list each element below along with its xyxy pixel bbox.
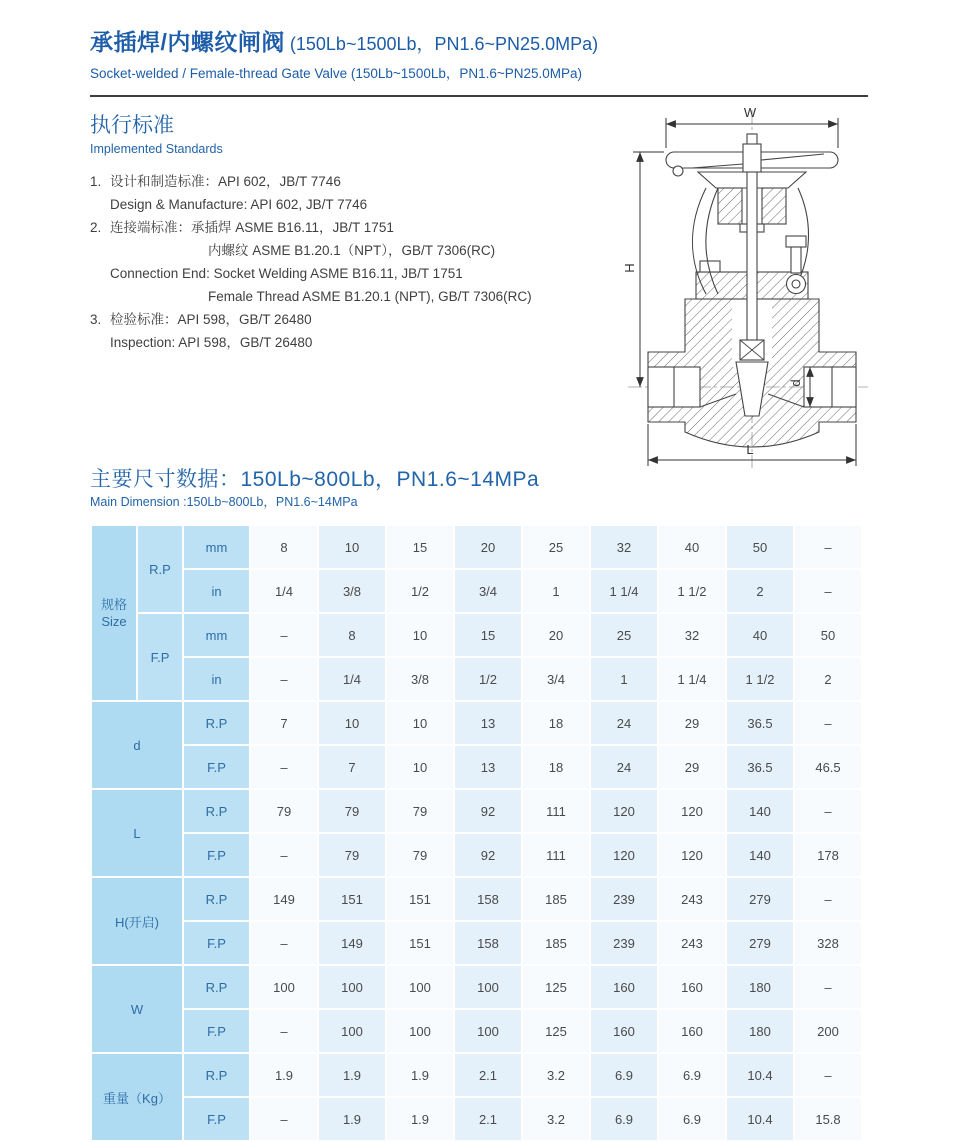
row-unit-label: mm [184, 526, 249, 568]
dimension-heading-cn: 主要尺寸数据：150Lb~800Lb，PN1.6~14MPa [90, 468, 540, 491]
table-data-cell: 1/4 [251, 570, 317, 612]
table-data-cell: 10 [319, 702, 385, 744]
table-data-cell: 3.2 [523, 1054, 589, 1096]
table-data-cell: 100 [455, 966, 521, 1008]
row-group-label: 重量（Kg） [92, 1054, 182, 1140]
table-data-cell: 185 [523, 878, 589, 920]
table-data-cell: – [251, 1098, 317, 1140]
page-title-range: (150Lb~1500Lb，PN1.6~PN25.0MPa) [284, 34, 599, 54]
table-data-cell: 120 [659, 834, 725, 876]
table-data-cell: 7 [251, 702, 317, 744]
table-data-cell: 1 1/4 [591, 570, 657, 612]
row-sub-label: F.P [184, 746, 249, 788]
table-data-cell: 111 [523, 790, 589, 832]
standard-number: 2. [90, 220, 102, 235]
table-data-cell: 3/8 [319, 570, 385, 612]
table-data-cell: 10 [387, 746, 453, 788]
row-sub-label: R.P [184, 878, 249, 920]
table-data-cell: 1/4 [319, 658, 385, 700]
dim-h-label: H [622, 263, 637, 273]
valve-drawing [600, 94, 868, 482]
table-data-cell: 92 [455, 834, 521, 876]
table-data-cell: – [251, 614, 317, 656]
page-title-block [90, 24, 870, 82]
table-data-cell: 15 [455, 614, 521, 656]
table-data-cell: 120 [591, 834, 657, 876]
table-data-cell: – [795, 790, 861, 832]
table-data-cell: 10.4 [727, 1098, 793, 1140]
table-data-cell: 279 [727, 922, 793, 964]
table-data-cell: – [251, 746, 317, 788]
table-data-cell: 160 [659, 1010, 725, 1052]
standard-number: 1. [90, 174, 102, 189]
row-sub-label: F.P [138, 614, 182, 700]
table-data-cell: – [795, 878, 861, 920]
table-data-cell: 178 [795, 834, 861, 876]
table-data-cell: 2 [727, 570, 793, 612]
table-data-cell: 1 [523, 570, 589, 612]
table-data-cell: 50 [727, 526, 793, 568]
table-data-cell: 36.5 [727, 746, 793, 788]
row-group-label-size [92, 526, 136, 700]
table-data-cell: 40 [727, 614, 793, 656]
row-group-label: d [92, 702, 182, 788]
standard-text: Female Thread ASME B1.20.1 (NPT), GB/T 7306(RC) [208, 289, 532, 304]
table-data-cell: 1 [591, 658, 657, 700]
row-sub-label: R.P [184, 966, 249, 1008]
row-unit-label: mm [184, 614, 249, 656]
table-data-cell: 15.8 [795, 1098, 861, 1140]
dim-w-label: W [743, 105, 757, 120]
table-data-cell: 1.9 [319, 1098, 385, 1140]
table-data-cell: 200 [795, 1010, 861, 1052]
standard-line [90, 216, 590, 239]
table-data-cell: 79 [319, 790, 385, 832]
table-data-cell: 6.9 [591, 1098, 657, 1140]
table-data-cell: 160 [659, 966, 725, 1008]
table-data-cell: 79 [387, 834, 453, 876]
standards-list [90, 170, 590, 354]
table-data-cell: 328 [795, 922, 861, 964]
table-data-cell: 18 [523, 702, 589, 744]
table-data-cell: 3/4 [455, 570, 521, 612]
standard-line [90, 308, 590, 331]
table-data-cell: 151 [387, 878, 453, 920]
table-data-cell: 151 [319, 878, 385, 920]
standard-line [90, 262, 590, 285]
table-data-cell: 100 [251, 966, 317, 1008]
table-data-cell: – [251, 834, 317, 876]
row-unit-label: in [184, 658, 249, 700]
table-data-cell: 6.9 [659, 1054, 725, 1096]
table-data-cell: 149 [251, 878, 317, 920]
table-data-cell: – [795, 570, 861, 612]
standard-line [90, 331, 590, 354]
standard-text: 内螺纹 ASME B1.20.1（NPT），GB/T 7306(RC) [208, 243, 496, 258]
table-data-cell: 100 [319, 1010, 385, 1052]
table-data-cell: – [251, 922, 317, 964]
table-data-cell: 29 [659, 746, 725, 788]
row-sub-label: R.P [184, 1054, 249, 1096]
standard-line [90, 239, 590, 262]
row-unit-label: in [184, 570, 249, 612]
table-data-cell: 10.4 [727, 1054, 793, 1096]
table-data-cell: 125 [523, 1010, 589, 1052]
table-data-cell: 79 [387, 790, 453, 832]
table-data-cell: 25 [523, 526, 589, 568]
table-data-cell: 100 [387, 1010, 453, 1052]
table-data-cell: – [795, 702, 861, 744]
table-data-cell: 149 [319, 922, 385, 964]
table-data-cell: 29 [659, 702, 725, 744]
size-label-cn: 规格 [100, 597, 127, 612]
standard-line [90, 170, 590, 193]
table-data-cell: 20 [455, 526, 521, 568]
table-data-cell: 140 [727, 790, 793, 832]
table-data-cell: 185 [523, 922, 589, 964]
table-data-cell: 3.2 [523, 1098, 589, 1140]
table-data-cell: 125 [523, 966, 589, 1008]
table-data-cell: 46.5 [795, 746, 861, 788]
page-title [90, 24, 870, 57]
page-subtitle: Socket-welded / Female-thread Gate Valve (150Lb~1500Lb，PN1.6~PN25.0MPa) [90, 66, 583, 81]
table-data-cell: 243 [659, 878, 725, 920]
table-data-cell: 239 [591, 922, 657, 964]
table-data-cell: 36.5 [727, 702, 793, 744]
dimension-table [90, 524, 863, 1142]
table-data-cell: 3/8 [387, 658, 453, 700]
table-data-cell: 13 [455, 746, 521, 788]
dimension-section-heading [90, 466, 790, 510]
table-data-cell: 158 [455, 922, 521, 964]
table-data-cell: 8 [319, 614, 385, 656]
table-data-cell: 2 [795, 658, 861, 700]
table-data-cell: 180 [727, 1010, 793, 1052]
row-sub-label: R.P [184, 702, 249, 744]
table-data-cell: 140 [727, 834, 793, 876]
row-sub-label: R.P [184, 790, 249, 832]
table-data-cell: 20 [523, 614, 589, 656]
table-data-cell: – [251, 1010, 317, 1052]
table-data-cell: 10 [319, 526, 385, 568]
table-data-cell: 25 [591, 614, 657, 656]
table-data-cell: 1 1/2 [659, 570, 725, 612]
table-data-cell: 160 [591, 1010, 657, 1052]
row-sub-label: F.P [184, 1010, 249, 1052]
table-data-cell: 239 [591, 878, 657, 920]
table-data-cell: 120 [591, 790, 657, 832]
table-data-cell: 1 1/2 [727, 658, 793, 700]
table-data-cell: 279 [727, 878, 793, 920]
table-data-cell: 10 [387, 702, 453, 744]
table-data-cell: 6.9 [659, 1098, 725, 1140]
standards-section [90, 112, 590, 354]
row-sub-label: F.P [184, 1098, 249, 1140]
row-sub-label: R.P [138, 526, 182, 612]
standard-text: Inspection: API 598，GB/T 26480 [110, 335, 313, 350]
standard-text: 设计和制造标准：API 602，JB/T 7746 [110, 174, 341, 189]
row-sub-label: F.P [184, 834, 249, 876]
standard-text: Connection End: Socket Welding ASME B16.11, JB/T 1751 [110, 266, 463, 281]
table-data-cell: 243 [659, 922, 725, 964]
table-data-cell: 15 [387, 526, 453, 568]
size-label-en: Size [101, 614, 127, 629]
table-data-cell: 79 [319, 834, 385, 876]
table-data-cell: – [795, 966, 861, 1008]
table-data-cell: 100 [387, 966, 453, 1008]
table-data-cell: 1.9 [387, 1054, 453, 1096]
table-data-cell: 120 [659, 790, 725, 832]
table-data-cell: 8 [251, 526, 317, 568]
standards-heading-cn: 执行标准 [90, 114, 174, 137]
row-group-label: H(开启) [92, 878, 182, 964]
table-data-cell: 1.9 [319, 1054, 385, 1096]
table-data-cell: 1.9 [387, 1098, 453, 1140]
standard-text: 检验标准：API 598，GB/T 26480 [110, 312, 312, 327]
table-data-cell: 111 [523, 834, 589, 876]
table-data-cell: 151 [387, 922, 453, 964]
table-data-cell: 2.1 [455, 1054, 521, 1096]
table-data-cell: 1/2 [455, 658, 521, 700]
table-data-cell: 40 [659, 526, 725, 568]
table-data-cell: 1/2 [387, 570, 453, 612]
table-data-cell: 100 [455, 1010, 521, 1052]
table-data-cell: 7 [319, 746, 385, 788]
table-data-cell: 24 [591, 746, 657, 788]
dim-l-label: L [746, 442, 754, 457]
table-data-cell: 24 [591, 702, 657, 744]
table-data-cell: 18 [523, 746, 589, 788]
table-data-cell: – [795, 526, 861, 568]
table-data-cell: 158 [455, 878, 521, 920]
dimension-heading-en: Main Dimension :150Lb~800Lb，PN1.6~14MPa [90, 495, 358, 509]
table-data-cell: 32 [659, 614, 725, 656]
dim-d-label: d [788, 379, 803, 387]
table-data-cell: 100 [319, 966, 385, 1008]
table-data-cell: 2.1 [455, 1098, 521, 1140]
table-data-cell: 50 [795, 614, 861, 656]
standard-line [90, 285, 590, 308]
row-group-label: L [92, 790, 182, 876]
table-data-cell: 79 [251, 790, 317, 832]
table-data-cell: 10 [387, 614, 453, 656]
table-data-cell: 1 1/4 [659, 658, 725, 700]
table-data-cell: 92 [455, 790, 521, 832]
row-sub-label: F.P [184, 922, 249, 964]
table-data-cell: 180 [727, 966, 793, 1008]
dimension-table-section [90, 524, 863, 1142]
standard-text: Design & Manufacture: API 602, JB/T 7746 [110, 197, 368, 212]
page-title-cn: 承插焊/内螺纹闸阀 [90, 29, 285, 55]
table-data-cell: 32 [591, 526, 657, 568]
table-data-cell: 13 [455, 702, 521, 744]
standard-number: 3. [90, 312, 102, 327]
standard-line [90, 193, 590, 216]
table-data-cell: 6.9 [591, 1054, 657, 1096]
standard-text: 连接端标准：承插焊 ASME B16.11，JB/T 1751 [110, 220, 394, 235]
table-data-cell: – [795, 1054, 861, 1096]
table-data-cell: 3/4 [523, 658, 589, 700]
row-group-label: W [92, 966, 182, 1052]
table-data-cell: 160 [591, 966, 657, 1008]
standards-heading-en: Implemented Standards [90, 142, 223, 156]
table-data-cell: – [251, 658, 317, 700]
table-data-cell: 1.9 [251, 1054, 317, 1096]
